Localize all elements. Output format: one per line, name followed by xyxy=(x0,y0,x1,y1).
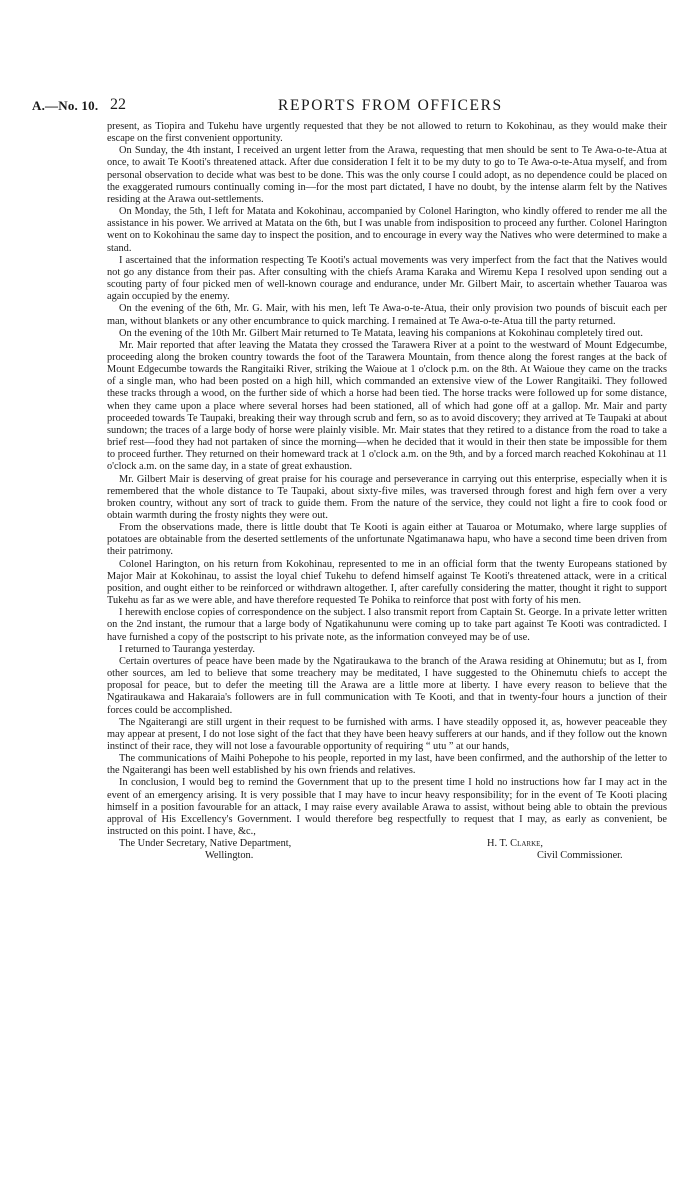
signatory-title: Civil Commissioner. xyxy=(537,850,623,862)
page-reference: A.—No. 10. xyxy=(32,98,99,113)
paragraph: I ascertained that the information respecting Te Kooti's actual movements was very imperfect from the fact that the Natives would not go any distance from their pas. After consulting with the chiefs Arama Karaka and Wiremu Kepa I resolved upon sending out a scouting party of four picked men of well-known courage and endurance, under Mr. Gilbert Mair, to ascertain whether Tauaroa was again occupied by the enemy. xyxy=(107,254,667,303)
signature-row xyxy=(107,850,667,862)
paragraph: present, as Tiopira and Tukehu have urgently requested that they be not allowed to return to Kokohinau, as they would make their escape on the first convenient opportunity. xyxy=(107,121,667,145)
paragraph: On the evening of the 10th Mr. Gilbert Mair returned to Te Matata, leaving his companions at Kokohinau completely tired out. xyxy=(119,327,643,339)
paragraph: Mr. Gilbert Mair is deserving of great praise for his courage and perseverance in carrying out this enterprise, especially when it is remembered that the whole distance to Te Taupaki, about sixty-five miles, was traversed through forest and high fern over a very broken country, without any sort of track to guide them. From the nature of the service, they could not light a fire to cook food or obtain warmth during the frosty nights they were out. xyxy=(107,473,667,521)
signatory-name: H. T. Clarke, xyxy=(487,838,543,850)
page-number: 22 xyxy=(110,96,126,113)
signature-row xyxy=(107,838,667,850)
paragraph: The Ngaiterangi are still urgent in their request to be furnished with arms. I have steadily opposed it, as, however peaceable they may appear at present, I do not lose sight of the fact that they have been heavy sufferers at our hands, and if they follow out the known instinct of their race, they will not lose a favourable opportunity of requiring “ utu ” at our hands, xyxy=(107,716,667,752)
paragraph: In conclusion, I would beg to remind the Government that up to the present time I hold no instructions how far I may act in the event of an emergency arising. It is very possible that I may have to incur heavy responsibility; for in the event of Te Kooti placing himself in a position favourable for an attack, I may raise every available Arawa to assist, without being able to obtain the previous approval of His Excellency's Government. I would therefore beg respectfully to request that I may, as early as convenient, be instructed on this point. I have, &c., xyxy=(107,777,667,838)
paragraph: On Monday, the 5th, I left for Matata and Kokohinau, accompanied by Colonel Harington, who kindly offered to render me all the assistance in his power. We arrived at Matata on the 6th, but I was unable from indisposition to proceed any further. Colonel Harington went on to Kokohinau the same day to inspect the position, and to encourage in every way the Natives who were determined to make a stand. xyxy=(107,206,667,254)
paragraph: From the observations made, there is little doubt that Te Kooti is again either at Tauaroa or Motumako, where large supplies of potatoes are obtainable from the deserted settlements of the unfortunate Ngatimanawa hapu, who have a second time been driven from their patrimony. xyxy=(107,522,667,558)
addressee-line-1: The Under Secretary, Native Department, xyxy=(119,838,292,850)
body-text xyxy=(107,121,667,863)
running-title: REPORTS FROM OFFICERS xyxy=(278,97,503,114)
paragraph: I returned to Tauranga yesterday. xyxy=(119,643,255,655)
paragraph: On Sunday, the 4th instant, I received an urgent letter from the Arawa, requesting that men should be sent to Te Awa-o-te-Atua at once, to await Te Kooti's threatened attack. After due consideration I felt it to be my duty to go to Te Awa-o-te-Atua myself, and from personal observation to decide what was best to be done. This was the only course I could adopt, as no dependence could be placed on the exaggerated rumours continually coming in—for the most part dictated, I have no doubt, by the intense alarm felt by the Natives residing at the Arawa out-settlements. xyxy=(107,145,667,205)
paragraph: Mr. Mair reported that after leaving the Matata they crossed the Tarawera River at a point to the westward of Mount Edgecumbe, proceeding along the broken country towards the foot of the Tarawera Mountain, from thence along the forest ranges at the back of Mount Edgecumbe towards the Rangitaiki River, striking the Waioue at 1 o'clock p.m. on the 8th. At Waioue they came on the tracks of a single man, who had been posted on a high hill, which commanded an extensive view of the Lower Rangitaiki. They followed these tracks through a wood, on the further side of which a horse had been tied. The horse tracks were followed up for some distance, when they came upon a place where several horses had been stationed, all of which had gone off at a gallop. Mr. Mair and party proceeded towards Te Taupaki, breaking their way through scrub and fern, so as to avoid discovery; they arrived at Te Taupaki at about sundown; the traces of a large body of horse were plainly visible. Mr. Mair states that they retired to a distance from the road to take a brief rest—food they had not partaken of since the morning—when he decided that it would in their then state be impossible for them to proceed further. They returned on their homeward track at 1 o'clock a.m. on the 9th, and by a forced march reached Kokohinau at 11 o'clock a.m. on the same day, in a state of great exhaustion. xyxy=(107,339,667,473)
paragraph: I herewith enclose copies of correspondence on the subject. I also transmit report from Captain St. George. In a private letter written on the 2nd instant, the rumour that a large body of Ngatikahununu were coming up to take part against Te Kooti was contradicted. I have furnished a copy of the postscript to his private note, as the information conveyed may be of use. xyxy=(107,607,667,643)
paragraph: The communications of Maihi Pohepohe to his people, reported in my last, have been confirmed, and the authorship of the letter to the Ngaiterangi has been well established by his own friends and relatives. xyxy=(107,753,667,777)
paragraph: Certain overtures of peace have been made by the Ngatiraukawa to the branch of the Arawa residing at Ohinemutu; but as I, from other sources, am led to believe that some treachery may be meditated, I have suggested to the Ohinemutu chiefs to accept the proposal for peace, but to defer the meeting till the Arawa are a little more at liberty. I have every reason to believe that the Ngatiraukawa and Hakaraia's followers are in full communication with Te Kooti, and that in twenty-four hours a junction of their forces could be accomplished. xyxy=(107,655,667,716)
paragraph: Colonel Harington, on his return from Kokohinau, represented to me in an official form that the twenty Europeans stationed by Major Mair at Kokohinau, to assist the loyal chief Tukehu to defend himself against Te Kooti's threatened attack, were in a critical position, and ought either to be reinforced or withdrawn altogether. I, after carefully considering the matter, thought it right to support Tukehu as far as we were able, and have therefore requested Te Pohika to reinforce that post with forty of his men. xyxy=(107,558,667,607)
page-header xyxy=(28,98,668,118)
addressee-line-2: Wellington. xyxy=(205,850,254,862)
paragraph: On the evening of the 6th, Mr. G. Mair, with his men, left Te Awa-o-te-Atua, their only provision two pounds of biscuit each per man, without blankets or any other encumbrance to quick marching. I remained at Te Awa-o-te-Atua till the party returned. xyxy=(107,303,667,327)
